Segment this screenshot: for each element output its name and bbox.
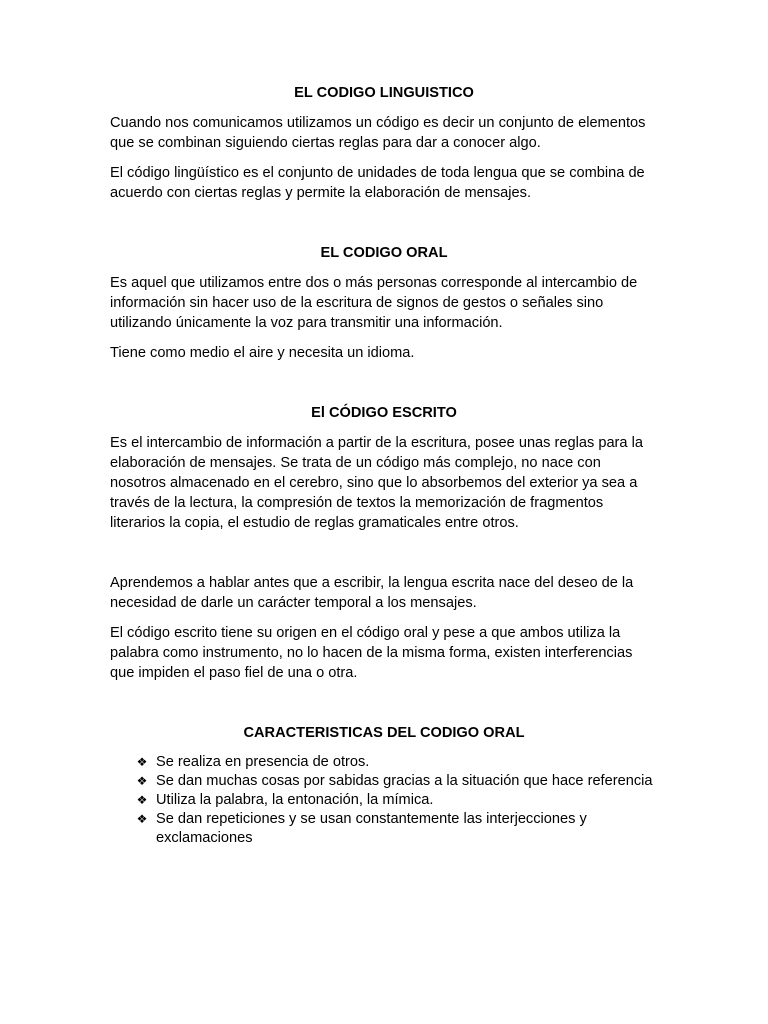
paragraph: Aprendemos a hablar antes que a escribir, la lengua escrita nace del deseo de la necesidad de darle un carácter temporal a los mensajes. xyxy=(110,575,634,611)
document-body xyxy=(110,83,658,848)
list-item xyxy=(134,772,658,791)
paragraph: Es aquel que utilizamos entre dos o más personas corresponde al intercambio de información sin hacer uso de la escritura de signos de gestos o señales sino utilizando únicamente la voz para transmitir una información. xyxy=(110,275,638,331)
characteristics-list xyxy=(110,753,658,848)
paragraph: El código lingüístico es el conjunto de unidades de toda lengua que se combina de acuerdo con ciertas reglas y permite la elaboración de mensajes. xyxy=(110,165,645,201)
list-item-text: Se dan muchas cosas por sabidas gracias a la situación que hace referencia xyxy=(156,773,653,789)
paragraph: Es el intercambio de información a partir de la escritura, posee unas reglas para la elaboración de mensajes. Se trata de un código más complejo, no nace con nosotros almacenado en el cerebro, sino que lo absorbemos del exterior ya sea a través de la lectura, la compresión de textos la memorización de fragmentos literarios la copia, el estudio de reglas gramaticales entre otros. xyxy=(110,435,643,531)
list-item xyxy=(134,753,658,772)
diamond-bullet-icon: ❖ xyxy=(136,774,148,788)
list-item-text: Se realiza en presencia de otros. xyxy=(156,754,370,770)
paragraph: Cuando nos comunicamos utilizamos un código es decir un conjunto de elementos que se combinan siguiendo ciertas reglas para dar a conocer algo. xyxy=(110,115,646,151)
list-item xyxy=(134,810,658,848)
paragraph: Tiene como medio el aire y necesita un idioma. xyxy=(110,345,415,361)
section-title-codigo-oral: EL CODIGO ORAL xyxy=(320,245,448,261)
list-item-text: Se dan repeticiones y se usan constantemente las interjecciones y exclamaciones xyxy=(156,811,587,846)
diamond-bullet-icon: ❖ xyxy=(136,793,148,807)
diamond-bullet-icon: ❖ xyxy=(136,812,148,826)
diamond-bullet-icon: ❖ xyxy=(136,755,148,769)
section-title-codigo-linguistico: EL CODIGO LINGUISTICO xyxy=(294,85,474,101)
section-title-caracteristicas: CARACTERISTICAS DEL CODIGO ORAL xyxy=(243,725,525,741)
section-title-codigo-escrito: El CÓDIGO ESCRITO xyxy=(311,405,457,421)
list-item xyxy=(134,791,658,810)
paragraph: El código escrito tiene su origen en el código oral y pese a que ambos utiliza la palabra como instrumento, no lo hacen de la misma forma, existen interferencias que impiden el paso fiel de una o otra. xyxy=(110,625,633,681)
list-item-text: Utiliza la palabra, la entonación, la mímica. xyxy=(156,792,434,808)
